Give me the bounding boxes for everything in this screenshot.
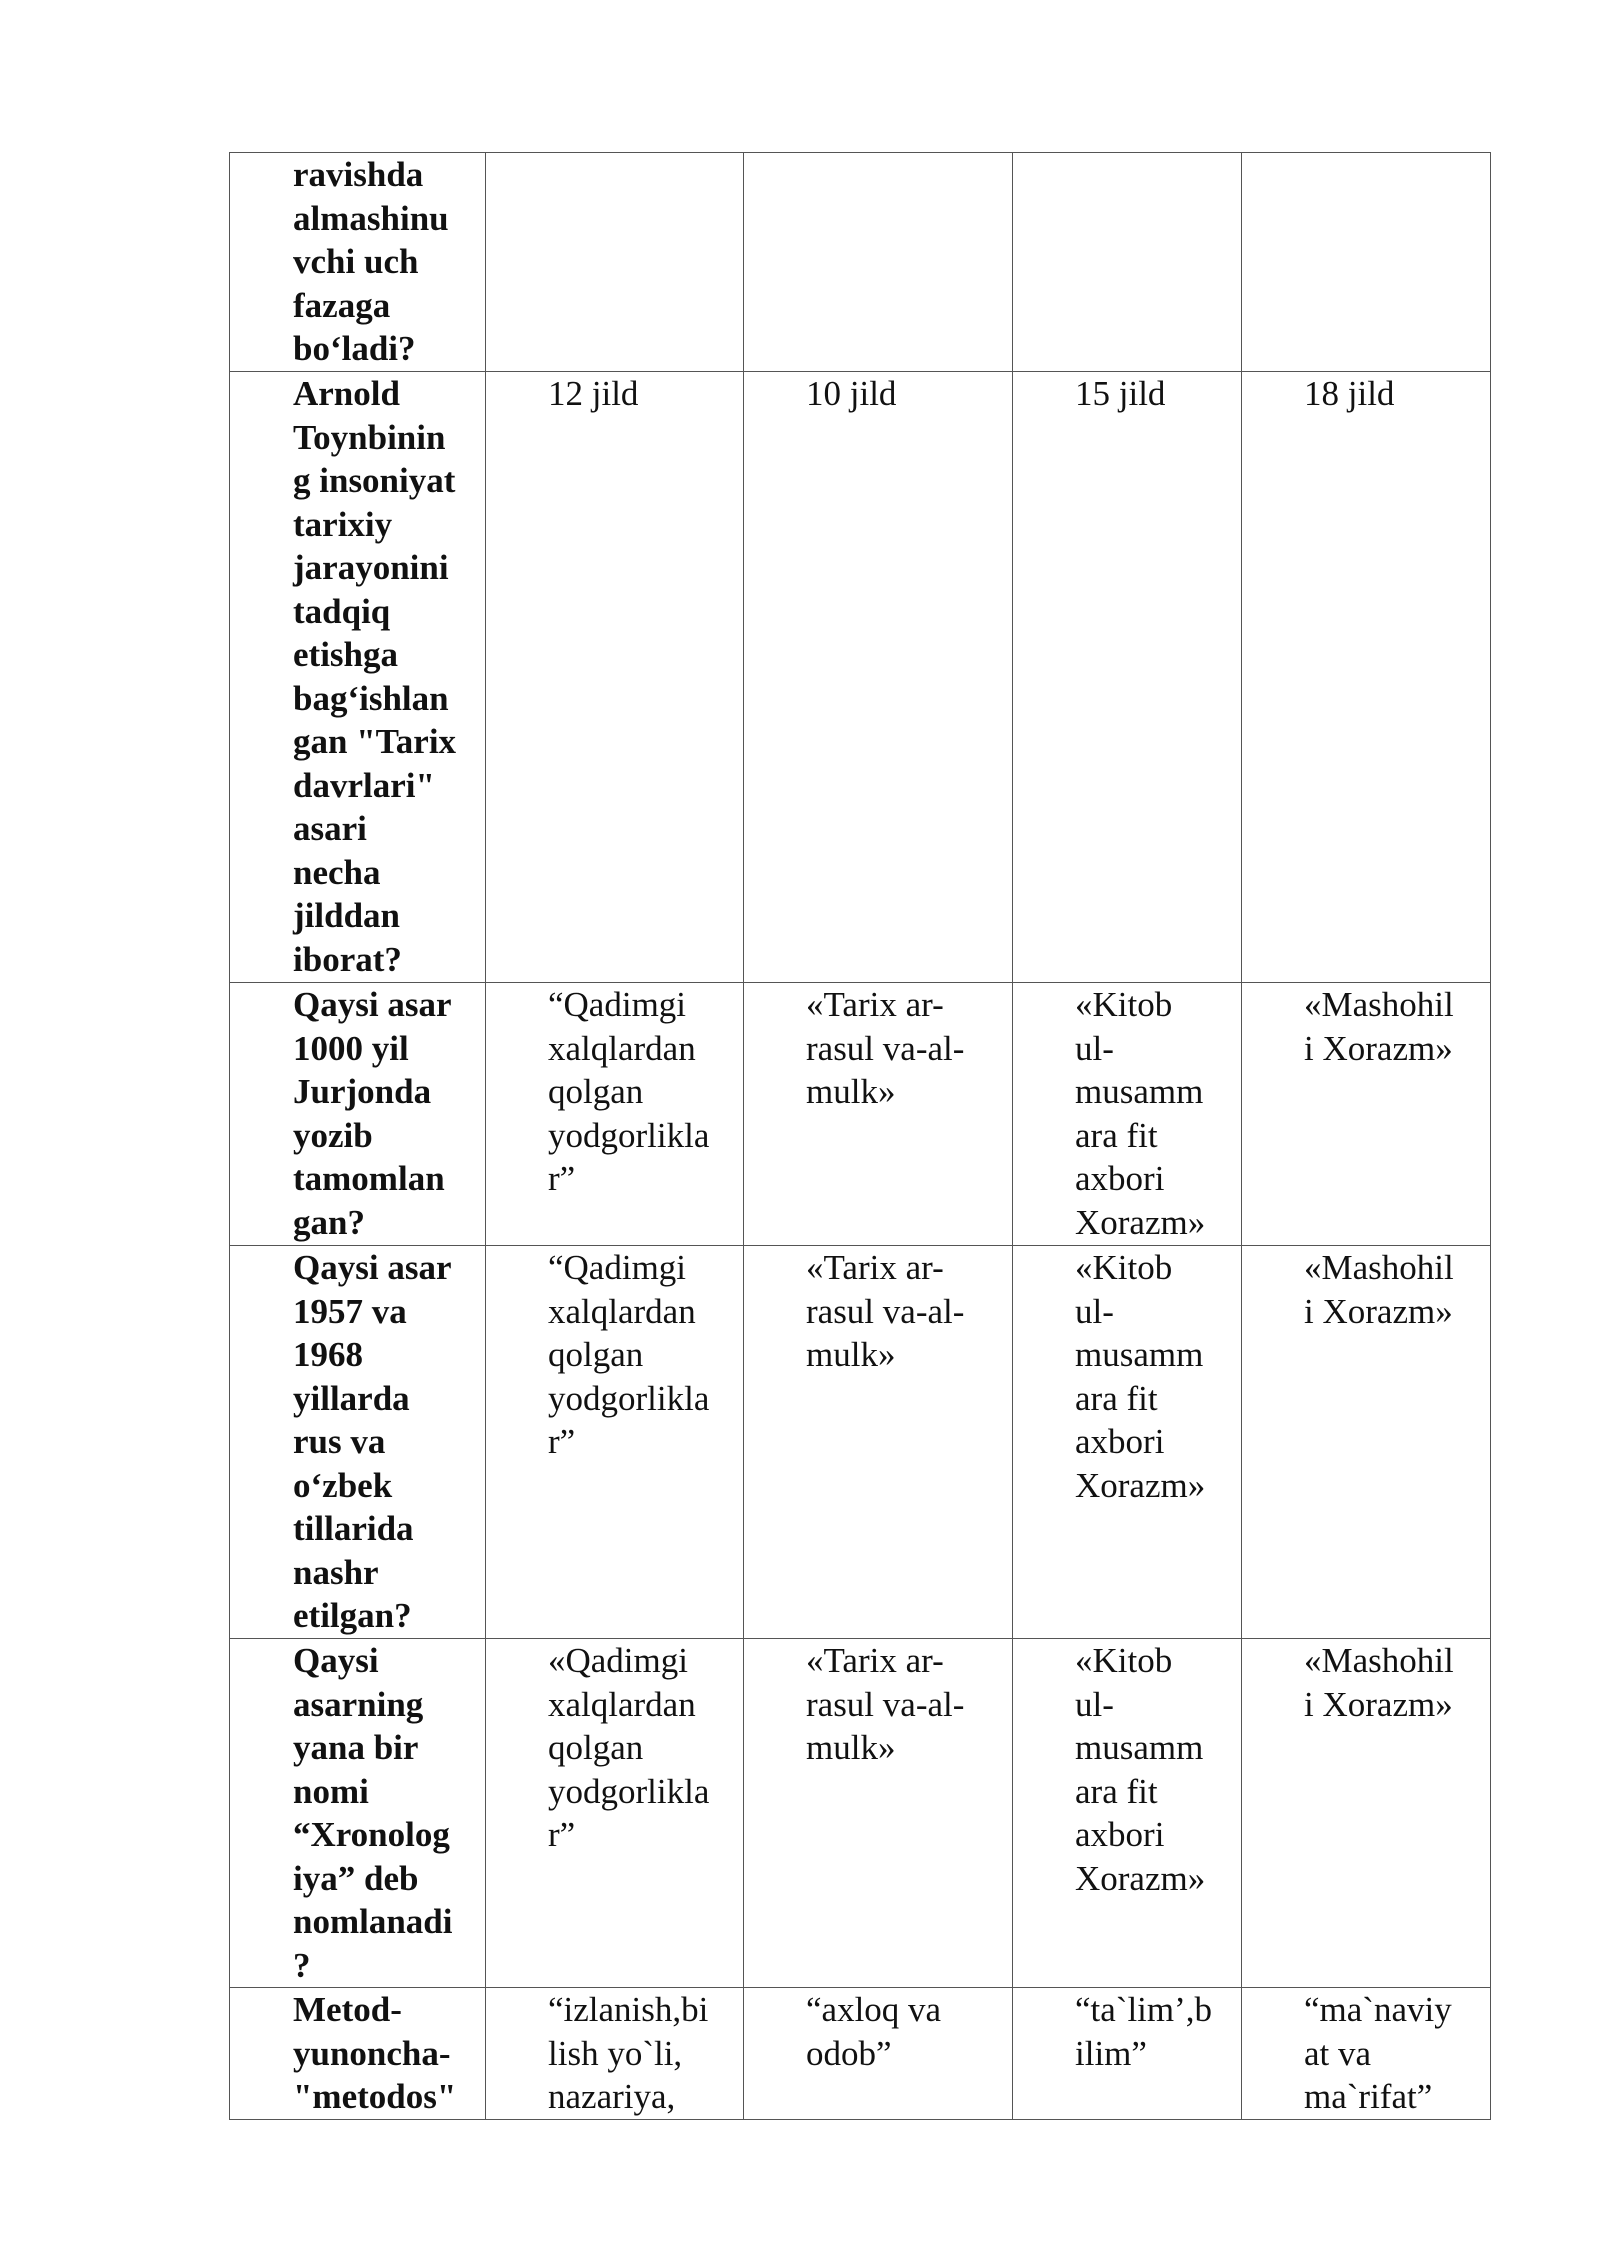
table-row — [230, 1988, 1491, 2120]
answer-cell — [486, 153, 744, 372]
answer-cell: «Tarix ar- rasul va-al- mulk» — [744, 1639, 1013, 1988]
answer-cell: “izlanish,bi lish yo`li, nazariya, — [486, 1988, 744, 2120]
question-cell: Arnold Toynbinin g insoniyat tarixiy jarayonini tadqiq etishga bag‘ishlan gan "Tarix davrlari" asari necha jilddan iborat? — [230, 372, 486, 983]
answer-cell — [744, 153, 1013, 372]
answer-cell: “Qadimgi xalqlardan qolgan yodgorlikla r” — [486, 983, 744, 1246]
answer-cell: 12 jild — [486, 372, 744, 983]
answer-cell: «Mashohil i Xorazm» — [1242, 983, 1491, 1246]
answer-cell: «Tarix ar- rasul va-al- mulk» — [744, 983, 1013, 1246]
answer-cell: «Qadimgi xalqlardan qolgan yodgorlikla r” — [486, 1639, 744, 1988]
question-cell: Qaysi asar 1000 yil Jurjonda yozib tamomlan gan? — [230, 983, 486, 1246]
answer-cell: “Qadimgi xalqlardan qolgan yodgorlikla r” — [486, 1246, 744, 1639]
answer-cell: «Mashohil i Xorazm» — [1242, 1639, 1491, 1988]
answer-cell: “axloq va odob” — [744, 1988, 1013, 2120]
answer-cell: «Kitob ul- musamm ara fit axbori Xorazm» — [1013, 1639, 1242, 1988]
answer-cell: 15 jild — [1013, 372, 1242, 983]
table-row — [230, 153, 1491, 372]
question-cell: Qaysi asarning yana bir nomi “Xronolog iya” deb nomlanadi ? — [230, 1639, 486, 1988]
answer-cell: «Kitob ul- musamm ara fit axbori Xorazm» — [1013, 1246, 1242, 1639]
question-cell: ravishda almashinu vchi uch fazaga bo‘ladi? — [230, 153, 486, 372]
answer-cell: 18 jild — [1242, 372, 1491, 983]
answer-cell: «Tarix ar- rasul va-al- mulk» — [744, 1246, 1013, 1639]
question-cell: Metod- yunoncha- "metodos" — [230, 1988, 486, 2120]
answer-cell: «Kitob ul- musamm ara fit axbori Xorazm» — [1013, 983, 1242, 1246]
table-row — [230, 372, 1491, 983]
answer-cell: “ma`naviy at va ma`rifat” — [1242, 1988, 1491, 2120]
quiz-table — [229, 152, 1491, 2120]
question-cell: Qaysi asar 1957 va 1968 yillarda rus va o‘zbek tillarida nashr etilgan? — [230, 1246, 486, 1639]
answer-cell — [1242, 153, 1491, 372]
table-row — [230, 983, 1491, 1246]
answer-cell — [1013, 153, 1242, 372]
answer-cell: 10 jild — [744, 372, 1013, 983]
table-row — [230, 1246, 1491, 1639]
answer-cell: “ta`lim’,b ilim” — [1013, 1988, 1242, 2120]
table-row — [230, 1639, 1491, 1988]
answer-cell: «Mashohil i Xorazm» — [1242, 1246, 1491, 1639]
